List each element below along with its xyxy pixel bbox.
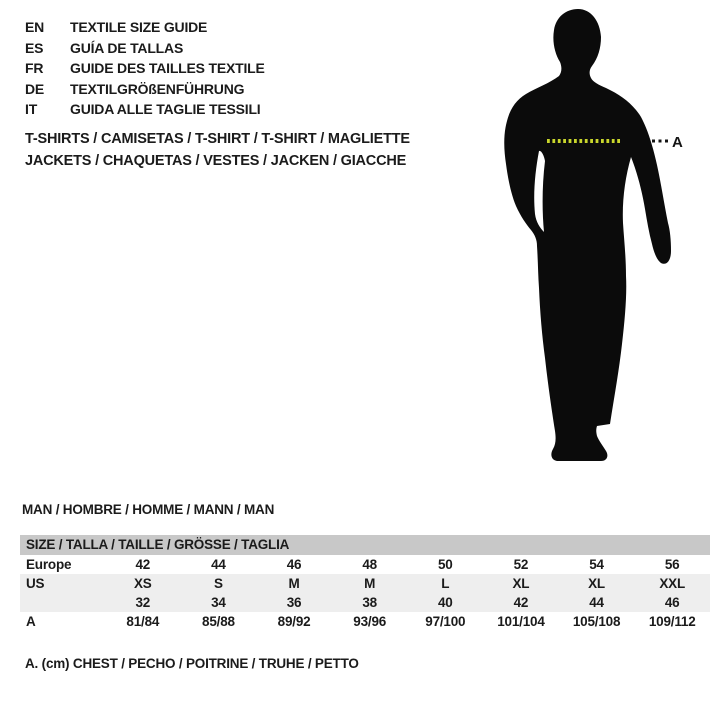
size-cell: 85/88 xyxy=(202,614,235,629)
language-title: GUIDE DES TAILLES TEXTILE xyxy=(70,60,265,76)
size-cell: 32 xyxy=(135,595,151,610)
language-row-de xyxy=(25,79,265,100)
size-cell: 50 xyxy=(438,557,453,572)
language-list xyxy=(25,17,265,120)
size-cell: 109/112 xyxy=(648,614,696,629)
language-row-it xyxy=(25,99,265,120)
row-label: US xyxy=(26,576,45,591)
size-cell: 54 xyxy=(589,557,604,572)
language-title: GUÍA DE TALLAS xyxy=(70,39,184,56)
size-cell: 36 xyxy=(286,595,302,610)
category-tshirts: T-SHIRTS / CAMISETAS / T-SHIRT / T-SHIRT / MAGLIETTE xyxy=(25,131,410,147)
man-silhouette-shape xyxy=(504,9,671,461)
size-cell: 56 xyxy=(664,557,680,572)
size-cell: M xyxy=(364,576,376,591)
size-cell: M xyxy=(288,576,300,591)
language-code: FR xyxy=(25,60,44,76)
size-cell: 46 xyxy=(664,595,680,610)
size-cell: 46 xyxy=(286,557,302,572)
language-code: IT xyxy=(25,101,38,117)
size-cell: 81/84 xyxy=(126,614,160,629)
language-code: EN xyxy=(25,19,45,35)
size-cell: 89/92 xyxy=(277,614,311,629)
size-cell: 44 xyxy=(589,595,604,610)
size-cell: 101/104 xyxy=(497,614,545,629)
size-cell: 48 xyxy=(362,557,377,572)
language-code: ES xyxy=(25,39,44,56)
language-code: DE xyxy=(25,80,45,97)
row-label: Europe xyxy=(26,557,72,572)
size-cell: 34 xyxy=(211,595,226,610)
table-row-us-numbers xyxy=(20,593,710,612)
size-cell: S xyxy=(214,576,223,591)
size-table xyxy=(20,535,710,631)
language-title: TEXTILGRÖßENFÜHRUNG xyxy=(70,80,245,97)
size-cell: XXL xyxy=(659,576,686,591)
size-cell: 52 xyxy=(513,557,529,572)
size-cell: 93/96 xyxy=(353,614,387,629)
table-row-europe xyxy=(20,555,710,574)
size-cell: 44 xyxy=(211,557,226,572)
size-cell: L xyxy=(441,576,450,591)
size-cell: 97/100 xyxy=(425,614,466,629)
size-cell: 40 xyxy=(438,595,453,610)
language-row-en xyxy=(25,17,265,38)
language-title: TEXTILE SIZE GUIDE xyxy=(70,19,208,35)
man-silhouette-figure xyxy=(420,0,720,490)
row-label xyxy=(20,593,105,612)
measurement-footnote: A. (cm) CHEST / PECHO / POITRINE / TRUHE / PETTO xyxy=(25,656,359,671)
language-title: GUIDA ALLE TAGLIE TESSILI xyxy=(70,101,261,117)
size-cell: 42 xyxy=(135,557,151,572)
language-row-fr xyxy=(25,58,265,79)
table-row-us-letters xyxy=(20,574,710,593)
language-row-es xyxy=(25,38,265,59)
measure-label-a: A xyxy=(672,134,683,151)
table-row-chest-a xyxy=(20,612,710,631)
size-cell: XS xyxy=(134,576,152,591)
size-cell: 105/108 xyxy=(572,614,621,629)
section-heading-man: MAN / HOMBRE / HOMME / MANN / MAN xyxy=(22,502,275,517)
row-label: A xyxy=(26,614,36,629)
category-jackets: JACKETS / CHAQUETAS / VESTES / JACKEN / GIACCHE xyxy=(25,152,407,169)
size-cell: 42 xyxy=(513,595,529,610)
size-table-header: SIZE / TALLA / TAILLE / GRÖSSE / TAGLIA xyxy=(20,535,710,555)
garment-categories xyxy=(25,129,410,172)
size-cell: 38 xyxy=(362,595,377,610)
size-cell: XL xyxy=(512,576,530,591)
size-cell: XL xyxy=(588,576,605,591)
